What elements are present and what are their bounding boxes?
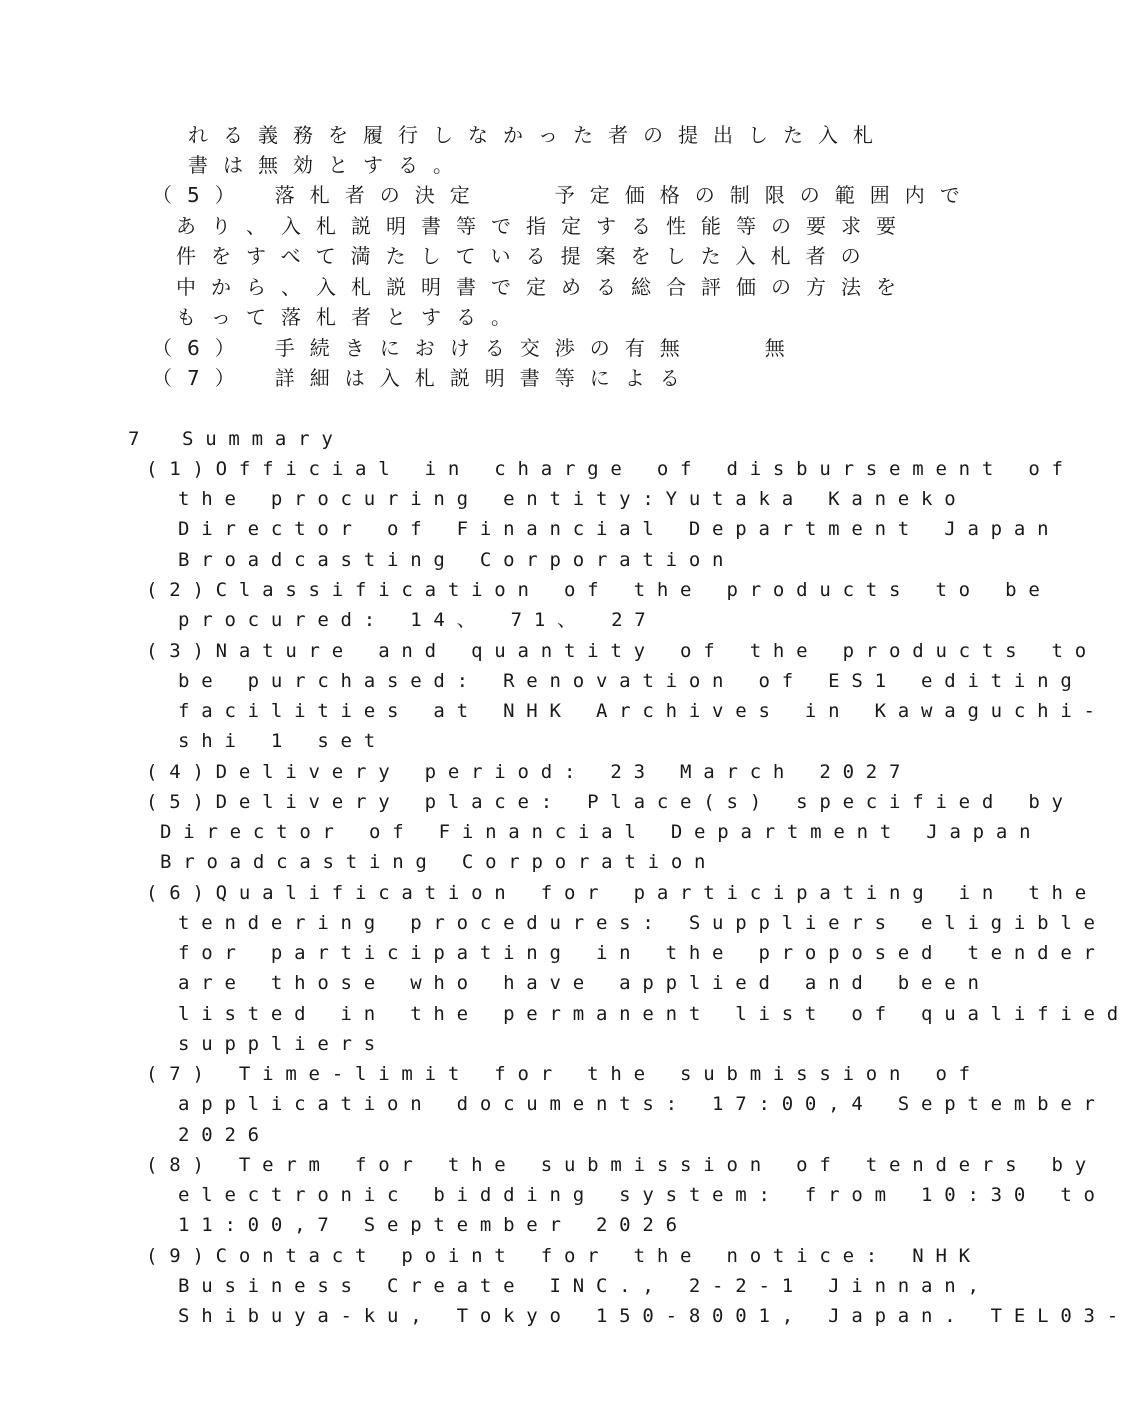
jp-line-2: 書は無効とする。 xyxy=(188,153,468,177)
jp-line-4: あり、入札説明書等で指定する性能等の要求要 xyxy=(176,214,911,238)
summary-line-12: (5)Delivery place: Place(s) specified by xyxy=(146,791,1075,813)
summary-line-15: (6)Qualification for participating in the xyxy=(146,882,1098,904)
summary-line-18: are those who have applied and been xyxy=(178,972,991,994)
summary-line-8: be purchased: Renovation of ES1 editing xyxy=(178,670,1084,692)
jp-line-9: （7） 詳細は入札説明書等による xyxy=(152,366,695,390)
summary-heading: 7 Summary xyxy=(128,428,345,450)
summary-line-16: tendering procedures: Suppliers eligible xyxy=(178,912,1107,934)
jp-line-7: もって落札者とする。 xyxy=(176,305,526,329)
summary-line-17: for participating in the proposed tender xyxy=(178,942,1107,964)
summary-line-24: (8) Term for the submission of tenders by xyxy=(146,1154,1098,1176)
summary-line-9: facilities at NHK Archives in Kawaguchi- xyxy=(178,700,1107,722)
summary-line-29: Shibuya-ku, Tokyo 150-8001, Japan. TEL03- xyxy=(178,1305,1130,1327)
summary-line-1: (1)Official in charge of disbursement of xyxy=(146,458,1075,480)
summary-line-5: (2)Classification of the products to be xyxy=(146,579,1052,601)
summary-line-7: (3)Nature and quantity of the products to xyxy=(146,640,1098,662)
jp-line-3: （5） 落札者の決定 予定価格の制限の範囲内で xyxy=(152,183,975,207)
jp-line-5: 件をすべて満たしている提案をした入札者の xyxy=(176,244,876,268)
summary-line-3: Director of Financial Department Japan xyxy=(178,518,1061,540)
summary-line-22: application documents: 17:00,4 September xyxy=(178,1093,1107,1115)
summary-line-20: suppliers xyxy=(178,1033,387,1055)
summary-line-11: (4)Delivery period: 23 March 2027 xyxy=(146,761,913,783)
summary-line-23: 2026 xyxy=(178,1124,271,1146)
summary-line-6: procured: 14、 71、 27 xyxy=(178,609,658,631)
summary-line-21: (7) Time-limit for the submission of xyxy=(146,1063,982,1085)
summary-line-13: Director of Financial Department Japan xyxy=(160,821,1043,843)
summary-line-26: 11:00,7 September 2026 xyxy=(178,1214,689,1236)
summary-line-10: shi 1 set xyxy=(178,730,387,752)
summary-line-25: electronic bidding system: from 10:30 to xyxy=(178,1184,1107,1206)
summary-line-28: Business Create INC., 2-2-1 Jinnan, xyxy=(178,1275,991,1297)
summary-line-19: listed in the permanent list of qualified xyxy=(178,1003,1130,1025)
summary-line-4: Broadcasting Corporation xyxy=(178,549,736,571)
summary-line-14: Broadcasting Corporation xyxy=(160,851,718,873)
summary-line-27: (9)Contact point for the notice: NHK xyxy=(146,1245,982,1267)
jp-line-6: 中から、入札説明書で定める総合評価の方法を xyxy=(176,275,911,299)
jp-line-8: （6） 手続きにおける交渉の有無 無 xyxy=(152,336,800,360)
jp-line-1: れる義務を履行しなかった者の提出した入札 xyxy=(188,123,888,147)
summary-line-2: the procuring entity:Yutaka Kaneko xyxy=(178,488,968,510)
